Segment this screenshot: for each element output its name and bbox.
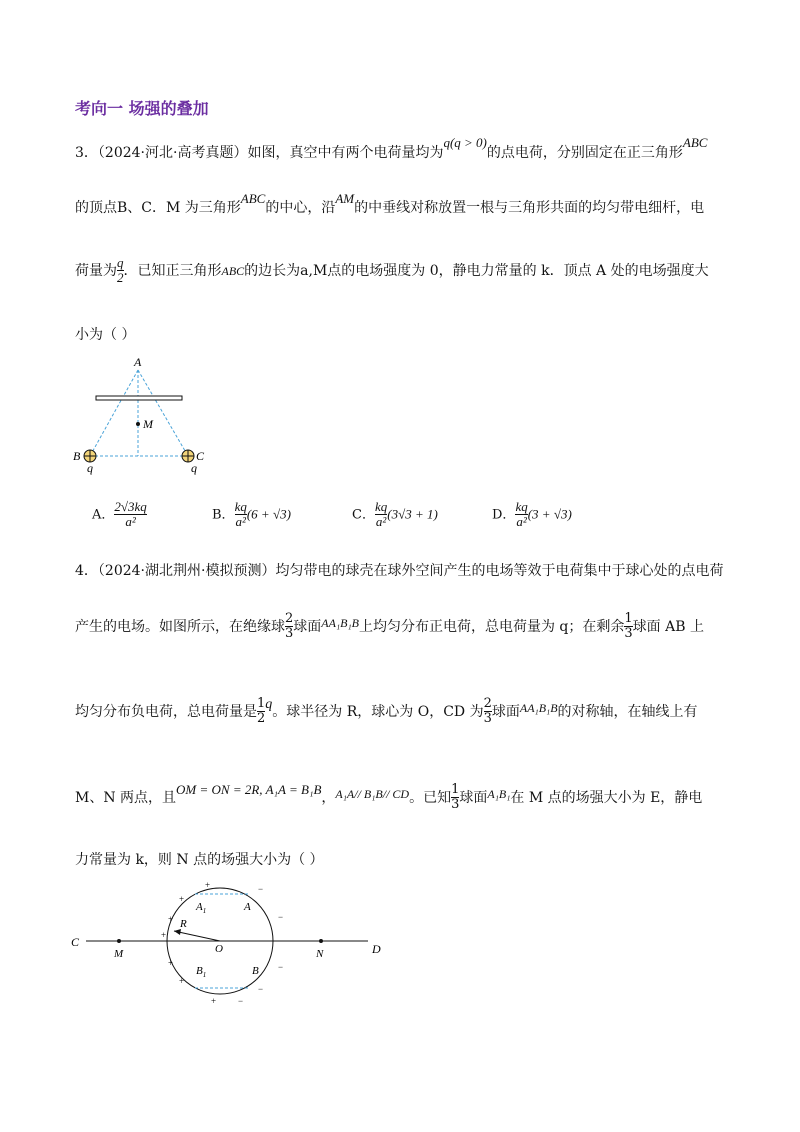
label-c: C bbox=[71, 935, 80, 949]
label-a1-sub: 1 bbox=[202, 907, 207, 915]
minus-sign: − bbox=[258, 884, 264, 894]
option-letter: B． bbox=[212, 507, 235, 523]
q4-text: M、N 两点，且 bbox=[75, 789, 177, 806]
q4-sphere-figure bbox=[68, 880, 388, 1005]
q3-text: 的点电荷，分别固定在正三角形 bbox=[486, 145, 683, 161]
q3-text: 荷量为 bbox=[75, 262, 117, 279]
q4-line2 bbox=[75, 612, 704, 642]
q3-option-c[interactable] bbox=[352, 500, 438, 530]
label-a: A bbox=[244, 901, 251, 913]
q4-math: AA₁B₁B bbox=[321, 615, 359, 630]
plus-sign: + bbox=[205, 880, 211, 890]
q4-number: 4． bbox=[75, 563, 98, 579]
q4-text: 球面 bbox=[491, 703, 520, 720]
q4-text: 球面 bbox=[459, 789, 488, 806]
option-fraction bbox=[235, 500, 247, 530]
q3-triangle-figure bbox=[70, 352, 220, 477]
label-m: M bbox=[114, 948, 124, 960]
center-point-m bbox=[136, 422, 140, 426]
q4-text: 在 M 点的场强大小为 E，静电 bbox=[510, 789, 703, 806]
option-fraction bbox=[515, 500, 527, 530]
q3-text: 的中心，沿 bbox=[265, 200, 336, 216]
radius-r bbox=[174, 931, 220, 941]
section-title: 考向一 场强的叠加 bbox=[75, 99, 209, 118]
frac-num: q bbox=[117, 255, 124, 270]
q3-math: ABC bbox=[221, 263, 245, 278]
label-a: A bbox=[134, 355, 142, 369]
q3-text: B、C．M 为三角形 bbox=[117, 200, 241, 216]
option-tail: (6 + √3) bbox=[246, 506, 291, 522]
q4-line3 bbox=[75, 697, 698, 727]
plus-sign: + bbox=[168, 958, 174, 968]
frac-num: 2√3kq bbox=[114, 499, 147, 514]
q4-text: 产生的电场。如图所示，在绝缘球 bbox=[75, 618, 285, 635]
q4-math: A₁B₁ bbox=[487, 786, 511, 801]
point-m bbox=[117, 939, 121, 943]
plus-sign: + bbox=[179, 976, 185, 986]
label-c: C bbox=[196, 449, 205, 463]
q3-math: q(q > 0) bbox=[443, 135, 487, 150]
frac-den: a² bbox=[375, 514, 387, 530]
q3-number: 3． bbox=[75, 145, 98, 161]
frac-num: 2 bbox=[285, 611, 294, 626]
label-qb: q bbox=[87, 461, 93, 475]
label-b1-main: B bbox=[196, 965, 203, 977]
q4-source: （2024·湖北荆州·模拟预测） bbox=[97, 563, 276, 579]
label-o: O bbox=[215, 943, 223, 955]
q4-math: A₁A// B₁B// CD bbox=[335, 786, 410, 801]
frac-num: kq bbox=[234, 499, 247, 514]
frac-num: 1 bbox=[451, 782, 460, 797]
point-n bbox=[319, 939, 323, 943]
frac-den: 3 bbox=[285, 626, 294, 642]
q3-line3 bbox=[75, 256, 709, 286]
frac-den: 3 bbox=[624, 626, 633, 642]
option-fraction bbox=[114, 500, 146, 530]
q4-fraction bbox=[624, 612, 632, 642]
frac-den: a² bbox=[516, 514, 527, 530]
plus-sign: + bbox=[161, 930, 167, 940]
label-qc: q bbox=[191, 461, 197, 475]
frac-den: 3 bbox=[451, 797, 460, 813]
label-b1 bbox=[196, 965, 206, 979]
q3-option-a[interactable] bbox=[92, 500, 147, 530]
triangle-side-ac bbox=[138, 370, 188, 456]
label-b1-sub: 1 bbox=[202, 971, 207, 979]
q4-math: OM = ON = 2R, A₁A = B₁B bbox=[176, 781, 322, 797]
minus-sign: − bbox=[278, 962, 284, 972]
label-b: B bbox=[252, 965, 259, 977]
q3-text: 的中垂线对称放置一根与三角形共面的均匀带电细杆，电 bbox=[354, 200, 705, 216]
label-r: R bbox=[180, 918, 187, 930]
q3-line2 bbox=[75, 191, 705, 217]
q4-text: 上均匀分布正电荷，总电荷量为 q；在剩余 bbox=[358, 618, 625, 635]
q3-text: 的边长为a,M点的电场强度为 0，静电力常量的 k．顶点 A 处的电场强度大 bbox=[244, 262, 709, 279]
q4-text: 。球半径为 R，球心为 O，CD 为 bbox=[272, 703, 484, 720]
option-tail: (3√3 + 1) bbox=[387, 506, 438, 522]
q3-math: ABC bbox=[240, 191, 266, 206]
q3-text: ．已知正三角形 bbox=[123, 262, 222, 279]
frac-den: a² bbox=[114, 514, 146, 529]
plus-sign: + bbox=[179, 894, 185, 904]
charged-rod bbox=[96, 396, 182, 400]
q4-fraction bbox=[484, 697, 492, 727]
minus-sign: − bbox=[278, 912, 284, 922]
q3-math: ABC bbox=[682, 135, 708, 150]
option-letter: D． bbox=[492, 507, 516, 523]
triangle-side-ab bbox=[90, 370, 138, 456]
q3-text: 如图，真空中有两个电荷量均为 bbox=[247, 145, 444, 161]
label-n: N bbox=[316, 948, 324, 960]
option-letter: C． bbox=[352, 507, 375, 523]
q3-line1 bbox=[75, 135, 708, 162]
q4-text: 。已知 bbox=[409, 789, 452, 806]
q4-line5: 力常量为 k，则 N 点的场强大小为（ ） bbox=[75, 852, 324, 868]
q4-text: 球面 AB 上 bbox=[632, 618, 704, 635]
frac-den: a² bbox=[235, 514, 246, 530]
frac-den: 3 bbox=[483, 711, 492, 727]
q4-text: 的对称轴，在轴线上有 bbox=[557, 703, 698, 720]
label-a1 bbox=[195, 901, 206, 915]
frac-num: 1 bbox=[257, 696, 266, 711]
option-tail: (3 + √3) bbox=[527, 506, 572, 522]
frac-num: kq bbox=[374, 499, 388, 514]
frac-den: 2 bbox=[257, 711, 266, 727]
q3-source: （2024·河北·高考真题） bbox=[97, 145, 248, 161]
q3-option-b[interactable] bbox=[212, 500, 291, 530]
q4-text: 球面 bbox=[293, 618, 322, 635]
q3-line4: 小为（ ） bbox=[75, 327, 136, 343]
frac-num: kq bbox=[515, 499, 528, 514]
q3-option-d[interactable] bbox=[492, 500, 572, 530]
q3-text: 的顶点 bbox=[75, 200, 117, 216]
plus-sign: + bbox=[168, 914, 174, 924]
q4-math: q bbox=[265, 696, 273, 712]
option-letter: A． bbox=[92, 507, 115, 523]
frac-num: 2 bbox=[483, 696, 492, 711]
q4-text: ， bbox=[321, 789, 336, 806]
label-d: D bbox=[372, 942, 381, 956]
q4-line1 bbox=[75, 560, 723, 580]
q4-math: AA₁B₁B bbox=[519, 700, 558, 715]
label-a1-main: A bbox=[196, 901, 203, 913]
q4-text: 均匀带电的球壳在球外空间产生的电场等效于电荷集中于球心处的点电荷 bbox=[275, 563, 724, 579]
minus-sign: − bbox=[258, 984, 264, 994]
label-b: B bbox=[73, 449, 81, 463]
label-m: M bbox=[143, 417, 153, 431]
minus-sign: − bbox=[238, 996, 244, 1005]
q4-text: 均匀分布负电荷，总电荷量是 bbox=[75, 703, 257, 720]
plus-sign: + bbox=[211, 996, 217, 1005]
q4-line4 bbox=[75, 783, 702, 813]
frac-den: 2 bbox=[117, 270, 124, 286]
frac-num: 1 bbox=[624, 611, 633, 626]
q3-math: AM bbox=[335, 191, 355, 206]
option-fraction bbox=[375, 500, 387, 530]
